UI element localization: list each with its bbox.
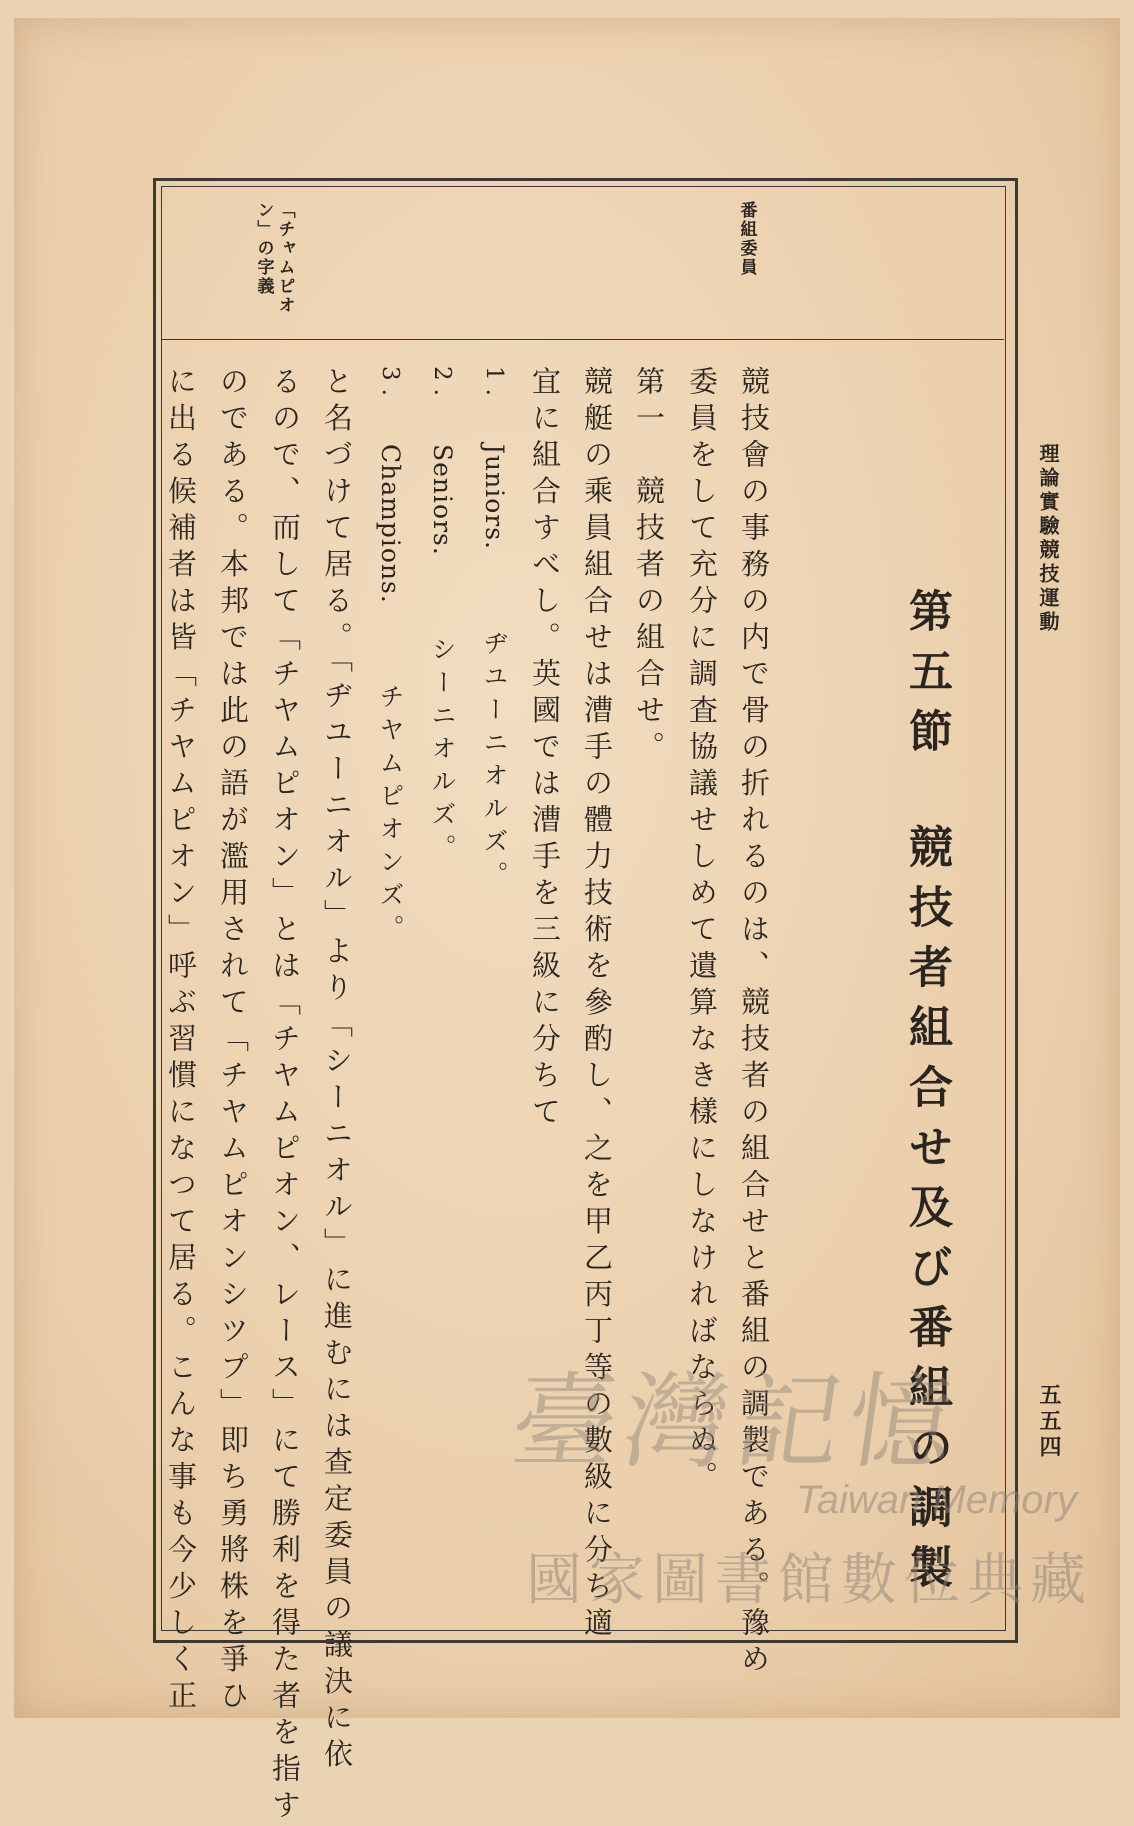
header-rule (161, 339, 1004, 340)
margin-note-champion-line1: 「チャムピオ (274, 201, 295, 315)
section-number: 第五節 (901, 588, 952, 768)
list-number: 2. (429, 366, 455, 404)
list-japanese: シーニオルズ。 (428, 635, 457, 867)
paragraph-3-line-3: のである。本邦では此の語が濫用されて「チヤムピオンシツプ」即ち勇將株を爭ひ (216, 366, 250, 1717)
paragraph-2-line-2: 宜に組合すべし。英國では漕手を三級に分ちて (528, 366, 562, 1133)
paragraph-1-line-2: 委員をして充分に調査協議せしめて遺算なき樣にしなければならぬ。 (685, 366, 719, 1498)
paragraph-3-line-4: に出る候補者は皆「チヤムピオン」呼ぶ習慣になつて居る。こんな事も今少しく正 (164, 366, 198, 1717)
list-japanese: チヤムピオンズ。 (376, 683, 405, 948)
margin-note-program-committee: 番組委員 (736, 201, 757, 277)
running-head: 理論實驗競技運動 (1036, 443, 1060, 635)
paragraph-1-line-1: 競技會の事務の内で骨の折れるのは、競技者の組合せと番組の調製である。豫め (737, 366, 771, 1680)
list-english: Seniors. (428, 443, 457, 556)
watermark-logo: 臺灣記憶 (504, 1361, 970, 1483)
subsection-heading: 第一 競技者の組合せ。 (632, 366, 666, 768)
list-japanese: ヂユーニオルズ。 (480, 629, 509, 894)
list-english: Champions. (376, 443, 405, 604)
list-number: 1. (481, 366, 507, 404)
margin-note-champion-line2: ン」の字義 (253, 201, 274, 296)
watermark-english: Taiwan Memory (796, 1478, 1077, 1522)
section-title-text: 競技者組合せ及び番組の調製 (901, 824, 952, 1604)
list-item-seniors (430, 366, 455, 867)
book-page (14, 18, 1120, 1826)
list-number: 3. (377, 366, 403, 404)
paragraph-3-line-2: るので、而して「チヤムピオン」とは「チヤムピオン、レース」にて勝利を得た者を指す (268, 366, 302, 1826)
paragraph-3-line-1: と名づけて居る。「ヂユーニオル」より「シーニオル」に進むには查定委員の議決に依 (320, 366, 354, 1775)
list-english: Juniors. (480, 443, 509, 550)
paragraph-2-line-1: 競艇の乘員組合せは漕手の體力技術を參酌し、之を甲乙丙丁等の數級に分ち適 (580, 366, 614, 1644)
page-number: 五五四 (1036, 1383, 1062, 1461)
list-item-juniors (482, 366, 507, 894)
list-item-champions (378, 366, 403, 948)
watermark-chinese: 國家圖書館數位典藏 (526, 1548, 1093, 1613)
